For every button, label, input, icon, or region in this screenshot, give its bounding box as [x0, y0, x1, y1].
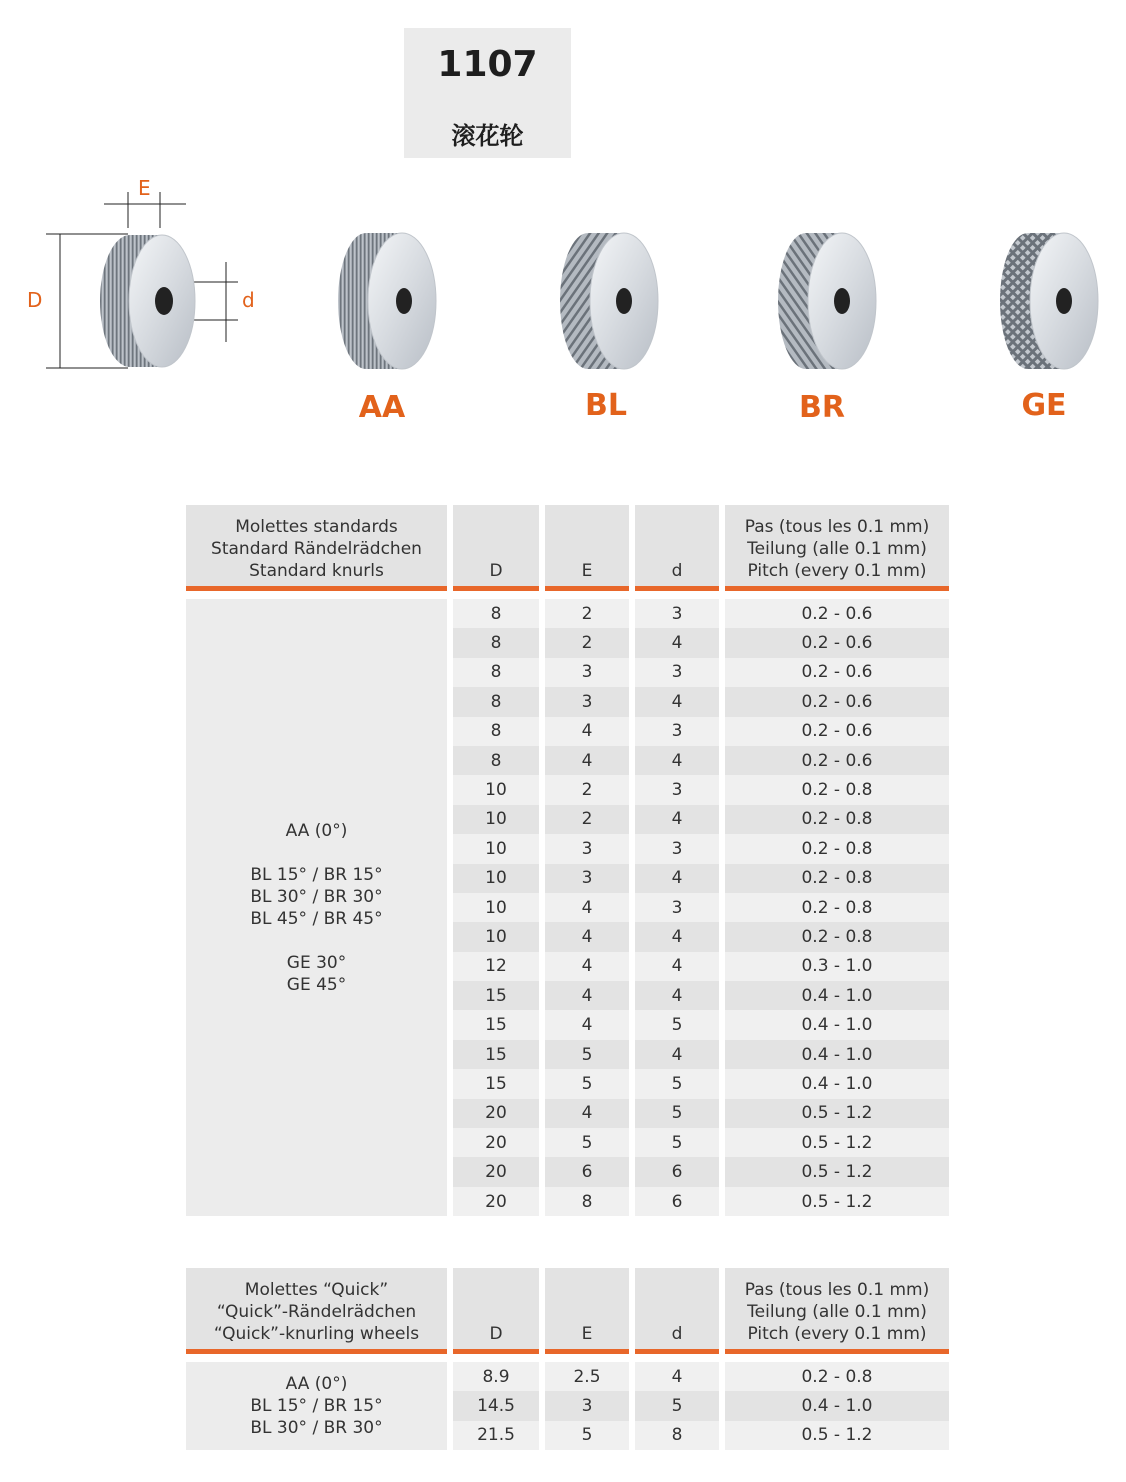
cell-E: 3 — [545, 834, 629, 863]
cell-pitch: 0.2 - 0.6 — [725, 658, 949, 687]
pitch-header — [725, 505, 949, 591]
col-header-E: E — [545, 505, 629, 591]
title-box — [404, 28, 571, 158]
cell-E: 4 — [545, 981, 629, 1010]
knurl-type-line — [186, 930, 447, 952]
cell-E: 5 — [545, 1128, 629, 1157]
cell-pitch: 0.5 - 1.2 — [725, 1157, 949, 1186]
cell-pitch: 0.2 - 0.8 — [725, 775, 949, 804]
header-line: Molettes standards — [235, 517, 398, 537]
header-line: Pitch (every 0.1 mm) — [747, 1324, 927, 1344]
cell-d: 3 — [635, 775, 719, 804]
cell-d: 8 — [635, 1421, 719, 1450]
cell-d: 4 — [635, 1040, 719, 1069]
knurl-type-line: BL 45° / BR 45° — [250, 908, 383, 929]
knurl-type-line: BL 30° / BR 30° — [250, 886, 383, 907]
cell-D: 8 — [453, 717, 539, 746]
cell-pitch: 0.2 - 0.6 — [725, 746, 949, 775]
cell-d: 3 — [635, 658, 719, 687]
cell-d: 4 — [635, 952, 719, 981]
cell-d: 3 — [635, 717, 719, 746]
cell-E: 5 — [545, 1069, 629, 1098]
knurl-wheel-diagram — [0, 170, 280, 380]
cell-D: 8 — [453, 658, 539, 687]
dimension-d-label: d — [242, 288, 255, 312]
cell-D: 12 — [453, 952, 539, 981]
cell-pitch: 0.4 - 1.0 — [725, 1010, 949, 1039]
cell-pitch: 0.4 - 1.0 — [725, 1040, 949, 1069]
variant-label-aa: AA — [358, 390, 406, 425]
knurl-type-line: BL 15° / BR 15° — [250, 1396, 383, 1417]
table-row — [186, 1354, 949, 1391]
cell-d: 4 — [635, 746, 719, 775]
cell-D: 10 — [453, 893, 539, 922]
type-header — [186, 505, 447, 591]
cell-d: 6 — [635, 1157, 719, 1186]
knurl-type-line: AA (0°) — [285, 820, 348, 841]
knurl-type-line — [186, 842, 447, 864]
cell-d: 4 — [635, 628, 719, 657]
cell-d: 3 — [635, 834, 719, 863]
cell-E: 4 — [545, 893, 629, 922]
cell-d: 4 — [635, 805, 719, 834]
cell-E: 4 — [545, 952, 629, 981]
variant-label-ge: GE — [1021, 388, 1067, 423]
header-line: Molettes “Quick” — [244, 1280, 389, 1300]
cell-E: 2 — [545, 591, 629, 628]
header-line: Pitch (every 0.1 mm) — [747, 561, 927, 581]
type-header — [186, 1268, 447, 1354]
cell-E: 5 — [545, 1040, 629, 1069]
cell-D: 20 — [453, 1128, 539, 1157]
col-header-D: D — [453, 1268, 539, 1354]
col-header-d: d — [635, 505, 719, 591]
variant-label-bl: BL — [585, 388, 627, 423]
product-title: 滚花轮 — [451, 122, 524, 150]
dimension-diagram — [0, 170, 280, 380]
cell-D: 20 — [453, 1157, 539, 1186]
cell-pitch: 0.2 - 0.8 — [725, 805, 949, 834]
quick-knurls-table — [180, 1268, 955, 1450]
cell-E: 4 — [545, 922, 629, 951]
header-line: Pas (tous les 0.1 mm) — [744, 1280, 930, 1300]
cell-D: 15 — [453, 1040, 539, 1069]
cell-D: 21.5 — [453, 1421, 539, 1450]
cell-D: 8 — [453, 591, 539, 628]
cell-pitch: 0.2 - 0.8 — [725, 864, 949, 893]
dimension-E-label: E — [138, 176, 151, 200]
cell-pitch: 0.4 - 1.0 — [725, 981, 949, 1010]
knurl-ge-image — [998, 228, 1108, 374]
knurl-types-cell — [186, 1354, 447, 1450]
cell-E: 4 — [545, 1099, 629, 1128]
cell-E: 3 — [545, 687, 629, 716]
cell-D: 10 — [453, 834, 539, 863]
cell-d: 6 — [635, 1187, 719, 1216]
cell-pitch: 0.2 - 0.8 — [725, 893, 949, 922]
header-line: Teilung (alle 0.1 mm) — [747, 539, 927, 559]
cell-d: 5 — [635, 1128, 719, 1157]
product-code: 1107 — [437, 44, 538, 85]
variant-label-br: BR — [799, 390, 845, 425]
cell-D: 10 — [453, 775, 539, 804]
cell-d: 4 — [635, 981, 719, 1010]
standard-table-body — [186, 591, 949, 1216]
cell-d: 4 — [635, 922, 719, 951]
cell-pitch: 0.2 - 0.8 — [725, 834, 949, 863]
cell-E: 2 — [545, 775, 629, 804]
cell-E: 3 — [545, 1391, 629, 1420]
quick-table-body — [186, 1354, 949, 1450]
cell-d: 4 — [635, 687, 719, 716]
knurl-type-line: GE 45° — [286, 974, 347, 995]
header-line: “Quick”-knurling wheels — [213, 1324, 420, 1344]
cell-pitch: 0.2 - 0.6 — [725, 591, 949, 628]
cell-D: 15 — [453, 1069, 539, 1098]
cell-d: 3 — [635, 591, 719, 628]
header-line: Teilung (alle 0.1 mm) — [747, 1302, 927, 1322]
cell-D: 20 — [453, 1187, 539, 1216]
cell-E: 5 — [545, 1421, 629, 1450]
cell-pitch: 0.5 - 1.2 — [725, 1421, 949, 1450]
cell-E: 4 — [545, 1010, 629, 1039]
knurl-types-cell — [186, 591, 447, 1216]
cell-pitch: 0.4 - 1.0 — [725, 1069, 949, 1098]
cell-D: 10 — [453, 922, 539, 951]
cell-D: 14.5 — [453, 1391, 539, 1420]
cell-pitch: 0.5 - 1.2 — [725, 1128, 949, 1157]
cell-D: 15 — [453, 981, 539, 1010]
cell-E: 8 — [545, 1187, 629, 1216]
cell-d: 5 — [635, 1010, 719, 1039]
cell-E: 2 — [545, 628, 629, 657]
cell-D: 20 — [453, 1099, 539, 1128]
cell-D: 10 — [453, 805, 539, 834]
cell-pitch: 0.2 - 0.6 — [725, 687, 949, 716]
cell-pitch: 0.2 - 0.8 — [725, 1354, 949, 1391]
knurl-type-line: BL 30° / BR 30° — [250, 1418, 383, 1439]
cell-E: 2 — [545, 805, 629, 834]
col-header-E: E — [545, 1268, 629, 1354]
cell-d: 5 — [635, 1069, 719, 1098]
knurl-bl-image — [558, 228, 668, 374]
table-row — [186, 591, 949, 628]
cell-pitch: 0.2 - 0.6 — [725, 717, 949, 746]
cell-E: 4 — [545, 746, 629, 775]
knurl-br-image — [776, 228, 886, 374]
knurl-type-line: GE 30° — [286, 952, 347, 973]
dimension-D-label: D — [27, 288, 43, 312]
cell-E: 3 — [545, 658, 629, 687]
cell-d: 4 — [635, 864, 719, 893]
knurl-type-line: AA (0°) — [285, 1374, 348, 1395]
cell-E: 6 — [545, 1157, 629, 1186]
cell-E: 3 — [545, 864, 629, 893]
cell-d: 5 — [635, 1391, 719, 1420]
cell-pitch: 0.4 - 1.0 — [725, 1391, 949, 1420]
header-line: Pas (tous les 0.1 mm) — [744, 517, 930, 537]
cell-D: 15 — [453, 1010, 539, 1039]
knurl-aa-image — [336, 228, 446, 374]
cell-D: 8 — [453, 687, 539, 716]
standard-knurls-table — [180, 505, 955, 1216]
col-header-d: d — [635, 1268, 719, 1354]
header-line: Standard Rändelrädchen — [211, 539, 422, 559]
cell-d: 4 — [635, 1354, 719, 1391]
cell-E: 2.5 — [545, 1354, 629, 1391]
cell-pitch: 0.5 - 1.2 — [725, 1187, 949, 1216]
cell-pitch: 0.5 - 1.2 — [725, 1099, 949, 1128]
cell-D: 8 — [453, 628, 539, 657]
cell-d: 3 — [635, 893, 719, 922]
cell-pitch: 0.2 - 0.6 — [725, 628, 949, 657]
header-line: “Quick”-Rändelrädchen — [216, 1302, 417, 1322]
cell-D: 10 — [453, 864, 539, 893]
cell-d: 5 — [635, 1099, 719, 1128]
knurl-type-line: BL 15° / BR 15° — [250, 864, 383, 885]
cell-pitch: 0.3 - 1.0 — [725, 952, 949, 981]
cell-E: 4 — [545, 717, 629, 746]
pitch-header — [725, 1268, 949, 1354]
cell-D: 8 — [453, 746, 539, 775]
col-header-D: D — [453, 505, 539, 591]
header-line: Standard knurls — [249, 561, 384, 581]
cell-pitch: 0.2 - 0.8 — [725, 922, 949, 951]
cell-D: 8.9 — [453, 1354, 539, 1391]
